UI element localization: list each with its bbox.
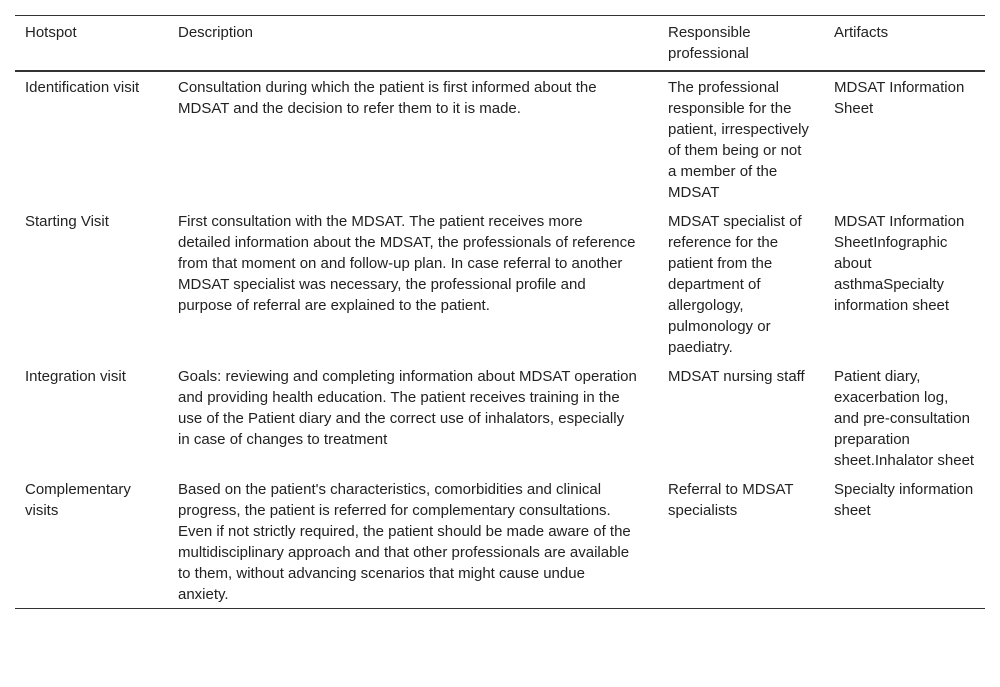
cell-artifacts: Specialty information sheet [834,481,974,519]
cell-hotspot: Identification visit [25,79,140,96]
header-responsible-professional: Responsible professional [668,24,751,62]
cell-description: First consultation with the MDSAT. The patient receives more detailed information about the MDSAT, the professionals of reference from that moment on and follow-up plan. In case referral to another MDSAT specialist was necessary, the professional profile and purpose of referral are explained to the patient. [178,213,636,314]
header-description: Description [178,24,254,41]
cell-description: Based on the patient's characteristics, comorbidities and clinical progress, the patient is referred for complementary consultations. Even if not strictly required, the patient should be made aware of the multidisciplinary approach and that other professionals are available to them, without advancing scenarios that might cause undue anxiety. [178,481,631,603]
cell-description: Goals: reviewing and completing information about MDSAT operation and providing health education. The patient receives training in the use of the Patient diary and the correct use of inhalators, especially in case of changes to treatment [178,368,637,448]
table-row [15,71,985,206]
table-row [15,206,985,361]
header-hotspot: Hotspot [25,24,77,41]
cell-responsible: Referral to MDSAT specialists [668,481,794,519]
table-body [15,71,985,609]
header-artifacts: Artifacts [834,24,889,41]
cell-artifacts: MDSAT Information Sheet [834,79,965,117]
header-row [15,16,985,72]
cell-artifacts: Patient diary, exacerbation log, and pre-consultation preparation sheet.Inhalator sheet [834,368,975,469]
table-row [15,361,985,474]
cell-description: Consultation during which the patient is first informed about the MDSAT and the decision to refer them to it is made. [178,79,597,117]
cell-responsible: MDSAT nursing staff [668,368,805,385]
cell-responsible: The professional responsible for the patient, irrespectively of them being or not a member of the MDSAT [668,79,809,201]
cell-artifacts: MDSAT Information SheetInfographic about asthmaSpecialty information sheet [834,213,965,314]
table-row [15,474,985,609]
cell-hotspot: Starting Visit [25,213,109,230]
hotspots-table [15,15,985,609]
cell-hotspot: Integration visit [25,368,126,385]
cell-responsible: MDSAT specialist of reference for the patient from the department of allergology, pulmonology or paediatry. [668,213,802,356]
cell-hotspot: Complementary visits [25,481,131,519]
table-header [15,16,985,72]
